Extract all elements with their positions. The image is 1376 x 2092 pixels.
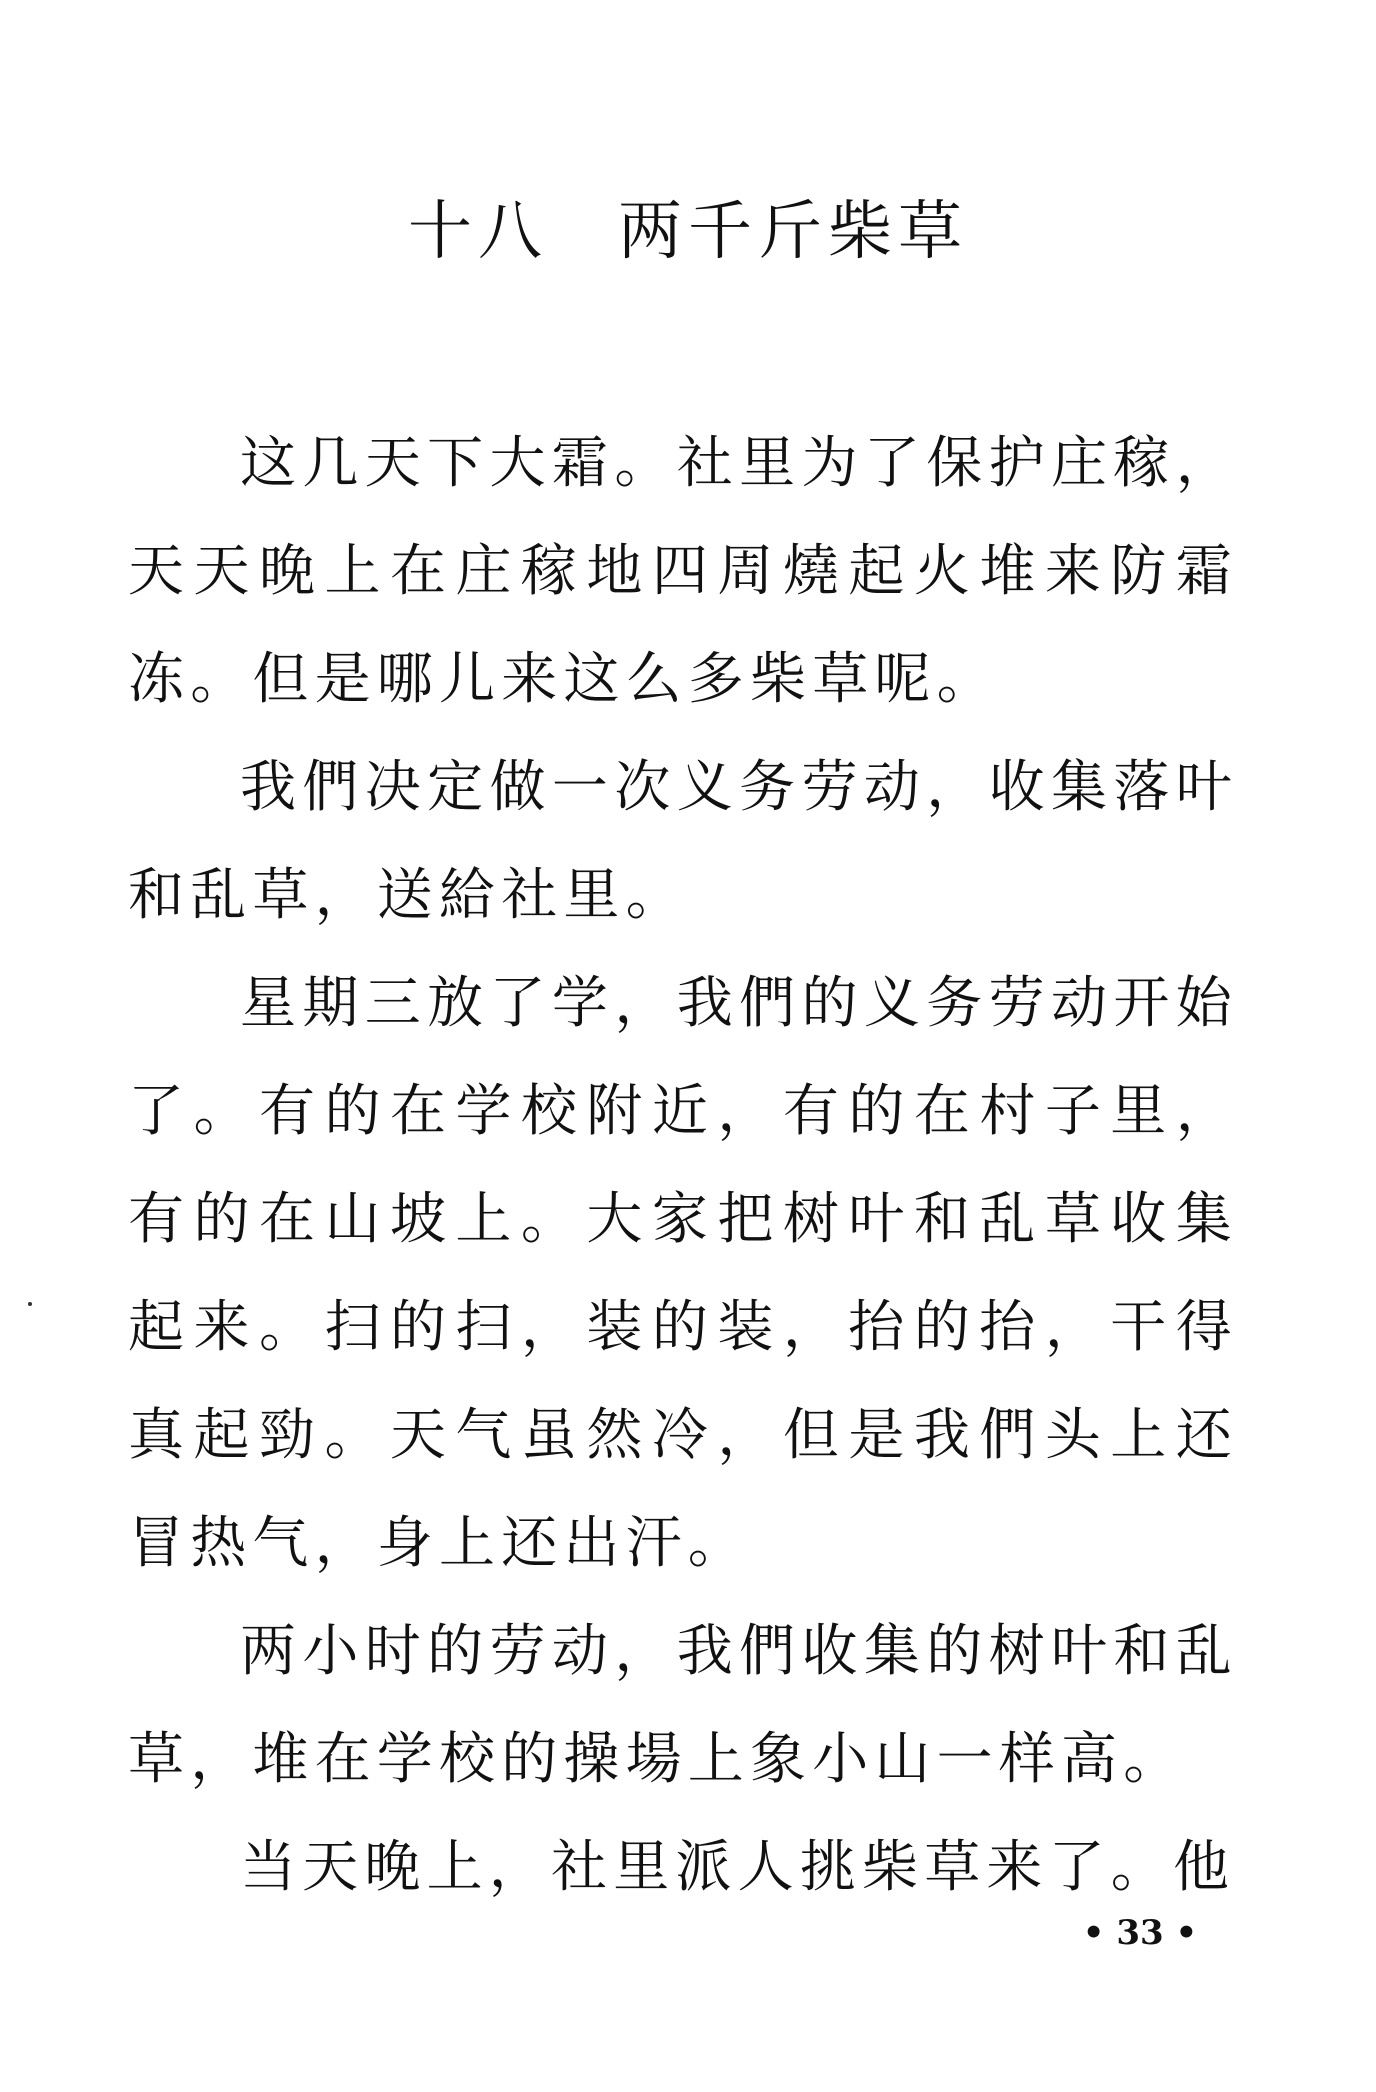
chapter-heading (0, 192, 1376, 272)
paragraph: 当天晚上，社里派人挑柴草来了。他 (240, 1835, 1236, 1900)
chapter-number: 十八 (408, 195, 548, 269)
page-number: • 33 • (1082, 1913, 1198, 1953)
scan-speck (28, 1302, 32, 1306)
paragraph: 星期三放了学，我們的义务劳动开始了。有的在学校附近，有的在村子里，有的在山坡上。大家把树叶和乱草收集起来。扫的扫，装的装，抬的抬，干得真起勁。天气虽然冷，但是我們头上还冒热气，身上还出汗。 (128, 971, 1238, 1576)
chapter-title: 两千斤柴草 (618, 195, 968, 269)
chapter-body (128, 410, 1238, 1922)
paragraph: 我們决定做一次义务劳动，收集落叶和乱草，送給社里。 (128, 755, 1238, 928)
paragraph: 两小时的劳动，我們收集的树叶和乱草，堆在学校的操場上象小山一样高。 (128, 1619, 1238, 1792)
paragraph: 这几天下大霜。社里为了保护庄稼，天天晚上在庄稼地四周燒起火堆来防霜冻。但是哪儿来这么多柴草呢。 (128, 431, 1238, 712)
